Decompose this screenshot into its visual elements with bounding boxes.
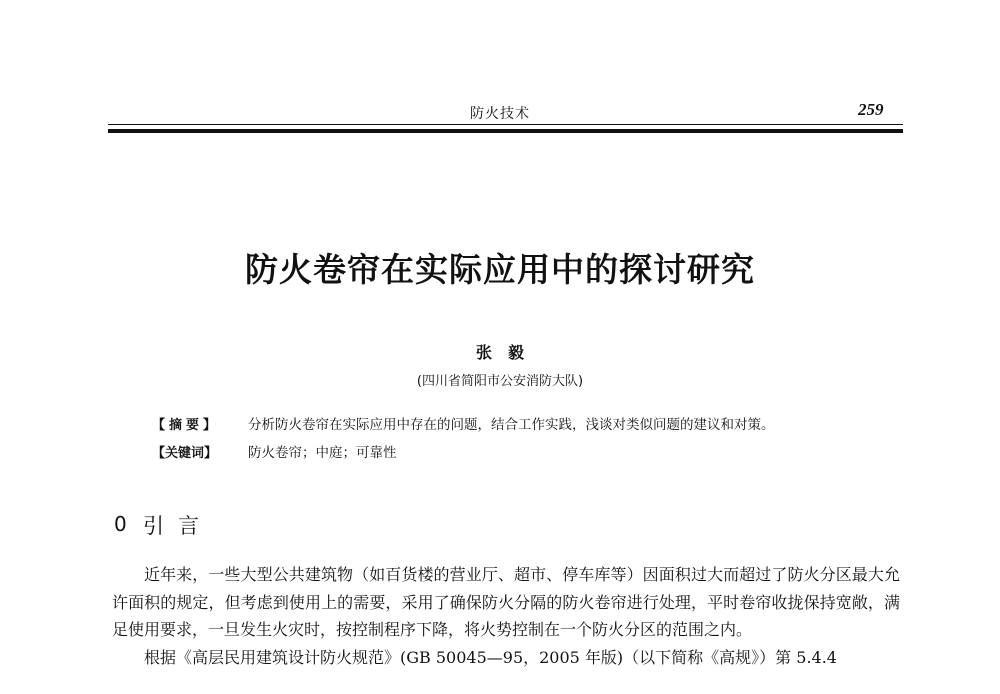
running-header-section: 防火技术 xyxy=(470,106,530,122)
body-paragraph: 根据《高层民用建筑设计防火规范》(GB 50045—95，2005 年版)（以下简称《高规》）第 5.4.4 xyxy=(144,647,837,667)
body-paragraph: 近年来，一些大型公共建筑物（如百货楼的营业厅、超市、停车库等）因面积过大而超过了防火分区最大允许面积的规定，但考虑到使用上的需要，采用了确保防火分隔的防火卷帘进行处理，平时卷帘收拢保持宽敞，满足使用要求，一旦发生火灾时，按控制程序下降，将火势控制在一个防火分区的范围之内。 xyxy=(112,565,900,639)
section-number: 0 xyxy=(114,512,127,536)
abstract-label: 【摘要】 xyxy=(152,418,221,433)
abstract-text: 分析防火卷帘在实际应用中存在的问题，结合工作实践，浅谈对类似问题的建议和对策。 xyxy=(248,417,775,433)
body-text xyxy=(112,561,900,671)
header-rule-thin xyxy=(108,124,903,125)
author-affiliation: (四川省简阳市公安消防大队) xyxy=(416,374,584,389)
section-title: 引言 xyxy=(143,514,213,538)
keywords-text: 防火卷帘；中庭；可靠性 xyxy=(248,445,397,461)
keywords-label: 【关键词】 xyxy=(152,446,218,461)
author-name: 张毅 xyxy=(475,343,540,362)
header-rule-thick xyxy=(108,129,903,133)
article-title: 防火卷帘在实际应用中的探讨研究 xyxy=(245,250,755,289)
page-number: 259 xyxy=(858,100,884,119)
